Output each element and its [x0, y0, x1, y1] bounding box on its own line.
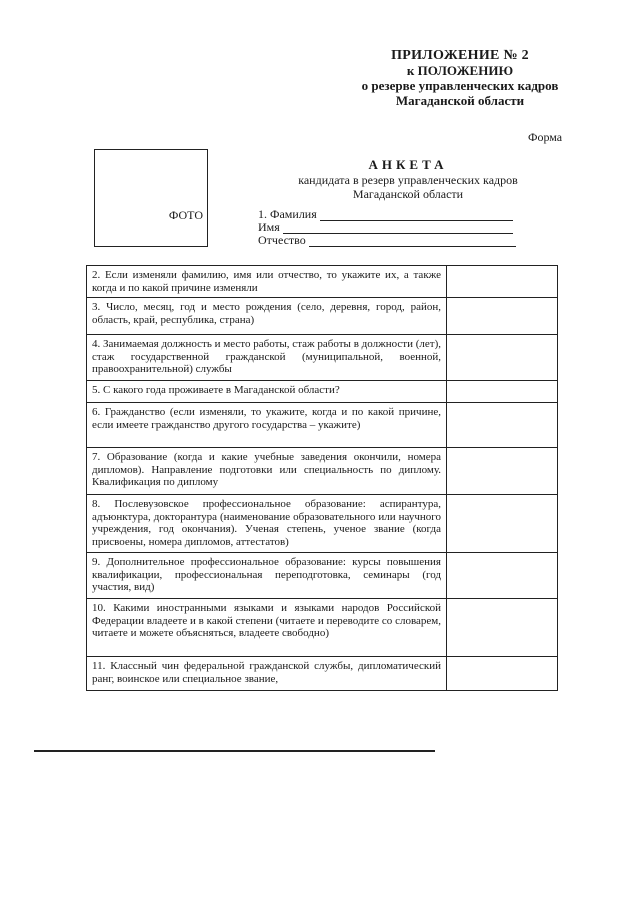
appendix-title: ПРИЛОЖЕНИЕ № 2	[391, 48, 529, 63]
answer-cell[interactable]	[447, 381, 558, 403]
answer-cell[interactable]	[447, 657, 558, 691]
table-row	[87, 266, 558, 298]
anketa-subtitle-1: кандидата в резерв управленческих кадров	[298, 173, 518, 187]
table-row	[87, 495, 558, 553]
table-row	[87, 403, 558, 448]
question-cell: 4. Занимаемая должность и место работы, стаж работы в должности (лет), стаж государственной гражданской (муниципальной, военной, правоохранительной) службы	[87, 335, 447, 381]
answer-cell[interactable]	[447, 553, 558, 599]
question-cell: 8. Послевузовское профессиональное образование: аспирантура, адъюнктура, докторантура (наименование образовательного или научного учреждения, год окончания). Ученая степень, ученое звание (когда присвоены, номера дипломов, аттестатов)	[87, 495, 447, 553]
table-row	[87, 599, 558, 657]
question-cell: 5. С какого года проживаете в Магаданской области?	[87, 381, 447, 403]
patronymic-row	[258, 234, 516, 247]
question-cell: 9. Дополнительное профессиональное образование: курсы повышения квалификации, профессиональная переподготовка, семинары (год участия, вид)	[87, 553, 447, 599]
table-row	[87, 335, 558, 381]
table-row	[87, 553, 558, 599]
appendix-line-2: о резерве управленческих кадров	[361, 78, 559, 93]
question-cell: 10. Какими иностранными языками и языками народов Российской Федерации владеете и в какой степени (читаете и переводите со словарем, читаете и можете объясняться, владеете свободно)	[87, 599, 447, 657]
questionnaire-table	[86, 265, 558, 691]
photo-label: ФОТО	[168, 208, 203, 222]
question-cell: 2. Если изменяли фамилию, имя или отчество, то укажите их, а также когда и по какой причине изменяли	[87, 266, 447, 298]
surname-row	[258, 208, 516, 221]
answer-cell[interactable]	[447, 266, 558, 298]
anketa-subtitle-2: Магаданской области	[352, 187, 464, 201]
answer-cell[interactable]	[447, 335, 558, 381]
question-cell: 6. Гражданство (если изменяли, то укажите, когда и по какой причине, если имеете гражданство другого государства – укажите)	[87, 403, 447, 448]
appendix-header	[330, 48, 590, 108]
surname-field[interactable]	[320, 210, 513, 221]
appendix-line-1: к ПОЛОЖЕНИЮ	[406, 63, 514, 78]
table-row	[87, 381, 558, 403]
anketa-header	[268, 157, 548, 201]
answer-cell[interactable]	[447, 298, 558, 335]
name-field[interactable]	[283, 223, 513, 234]
anketa-title: АНКЕТА	[368, 157, 448, 172]
fio-block	[258, 208, 516, 247]
table-row	[87, 298, 558, 335]
question-cell: 11. Классный чин федеральной гражданской службы, дипломатический ранг, воинское или специальное звание,	[87, 657, 447, 691]
table-row	[87, 657, 558, 691]
answer-cell[interactable]	[447, 448, 558, 495]
answer-cell[interactable]	[447, 403, 558, 448]
surname-label: 1. Фамилия	[258, 207, 317, 221]
photo-box	[94, 149, 208, 247]
bottom-divider	[34, 750, 435, 752]
question-cell: 7. Образование (когда и какие учебные заведения окончили, номера дипломов). Направление подготовки или специальность по диплому. Квалификация по диплому	[87, 448, 447, 495]
form-label: Форма	[528, 130, 563, 144]
appendix-line-3: Магаданской области	[395, 93, 525, 108]
answer-cell[interactable]	[447, 599, 558, 657]
patronymic-label: Отчество	[258, 233, 306, 247]
patronymic-field[interactable]	[309, 236, 516, 247]
question-cell: 3. Число, месяц, год и место рождения (село, деревня, город, район, область, край, республика, страна)	[87, 298, 447, 335]
table-row	[87, 448, 558, 495]
name-label: Имя	[258, 220, 280, 234]
answer-cell[interactable]	[447, 495, 558, 553]
